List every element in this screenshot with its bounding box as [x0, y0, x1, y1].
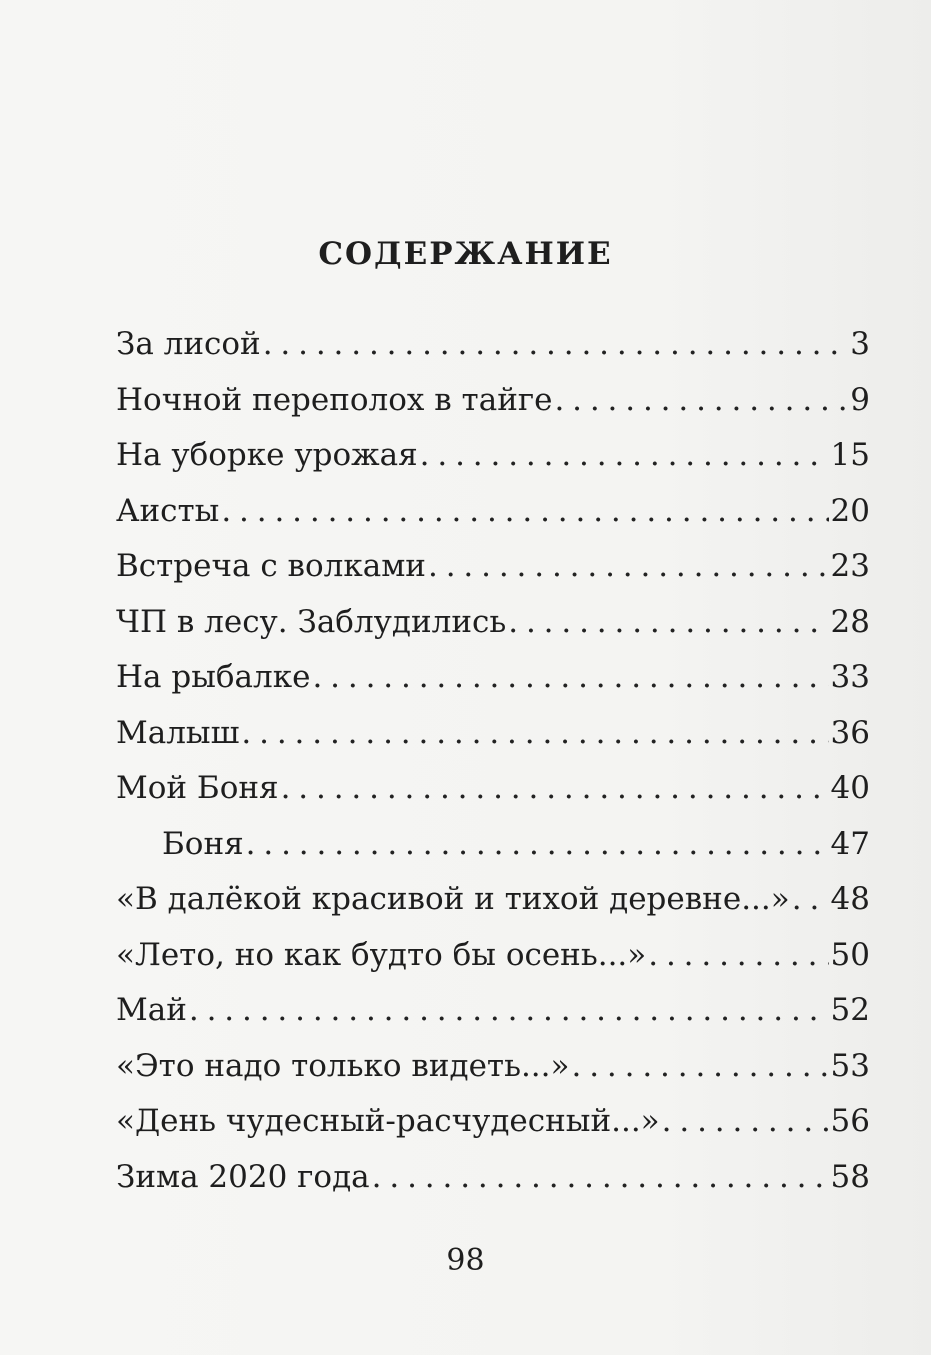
toc-entry	[116, 1159, 870, 1215]
toc-entry-page: 36	[830, 714, 870, 751]
toc-entry-page: 50	[830, 936, 870, 973]
dot-leader	[571, 1048, 828, 1084]
dot-leader	[281, 770, 829, 806]
toc-entry-page: 47	[830, 825, 870, 862]
dot-leader	[428, 548, 829, 584]
toc-entry-page: 56	[830, 1103, 870, 1139]
dot-leader	[662, 1103, 829, 1139]
toc-entry-title: Зима 2020 года	[116, 1158, 370, 1195]
toc-entry	[116, 659, 870, 715]
toc-entry	[116, 937, 870, 993]
toc-entry-title: «В далёкой красивой и тихой деревне...»	[116, 881, 790, 917]
dot-leader	[246, 826, 829, 862]
dot-leader	[420, 437, 829, 473]
dot-leader	[189, 992, 829, 1028]
toc-entry-page: 15	[830, 437, 870, 473]
toc-entry-title: На рыбалке	[116, 659, 311, 695]
toc-entry	[116, 604, 870, 660]
toc-entry-page: 9	[850, 381, 870, 418]
toc-entry-title: Встреча с волками	[116, 548, 426, 584]
dot-leader	[263, 326, 849, 362]
toc-entry	[116, 437, 870, 493]
toc-entry-page: 23	[830, 548, 870, 584]
toc-entry	[116, 493, 870, 549]
toc-entry-title: «День чудесный-расчудесный...»	[116, 1103, 660, 1139]
toc-entry-page: 28	[830, 603, 870, 640]
dot-leader	[648, 937, 828, 973]
toc-entry	[116, 770, 870, 826]
table-of-contents	[116, 326, 870, 1214]
toc-entry-page: 58	[830, 1158, 870, 1195]
contents-heading: СОДЕРЖАНИЕ	[318, 236, 613, 272]
dot-leader	[312, 659, 828, 695]
toc-entry-title: Ночной переполох в тайге	[116, 381, 553, 418]
toc-entry-title: Аисты	[116, 492, 220, 529]
toc-entry-page: 20	[830, 492, 870, 529]
toc-entry	[116, 881, 870, 937]
toc-entry	[116, 992, 870, 1048]
dot-leader	[221, 493, 828, 529]
toc-entry-page: 3	[850, 326, 870, 362]
toc-entry-title: «Это надо только видеть...»	[116, 1047, 570, 1084]
toc-entry	[116, 548, 870, 604]
dot-leader	[554, 382, 848, 418]
toc-entry-title: Боня	[162, 825, 244, 862]
toc-subentry	[116, 826, 870, 882]
dot-leader	[372, 1159, 829, 1195]
toc-entry	[116, 1103, 870, 1159]
toc-entry-page: 33	[830, 659, 870, 695]
toc-entry-page: 40	[830, 770, 870, 806]
dot-leader	[241, 715, 828, 751]
dot-leader	[792, 881, 829, 917]
toc-entry-page: 53	[830, 1047, 870, 1084]
page-number: 98	[446, 1243, 485, 1278]
toc-entry	[116, 382, 870, 438]
toc-entry-title: ЧП в лесу. Заблудились	[116, 603, 507, 640]
toc-entry-page: 52	[830, 992, 870, 1028]
toc-entry	[116, 1048, 870, 1104]
toc-entry-page: 48	[830, 881, 870, 917]
toc-entry	[116, 326, 870, 382]
toc-entry	[116, 715, 870, 771]
toc-entry-title: Май	[116, 992, 187, 1028]
toc-entry-title: Малыш	[116, 714, 240, 751]
toc-entry-title: За лисой	[116, 326, 261, 362]
toc-entry-title: «Лето, но как будто бы осень...»	[116, 936, 647, 973]
dot-leader	[508, 604, 828, 640]
toc-entry-title: Мой Боня	[116, 770, 279, 806]
toc-entry-title: На уборке урожая	[116, 437, 418, 473]
